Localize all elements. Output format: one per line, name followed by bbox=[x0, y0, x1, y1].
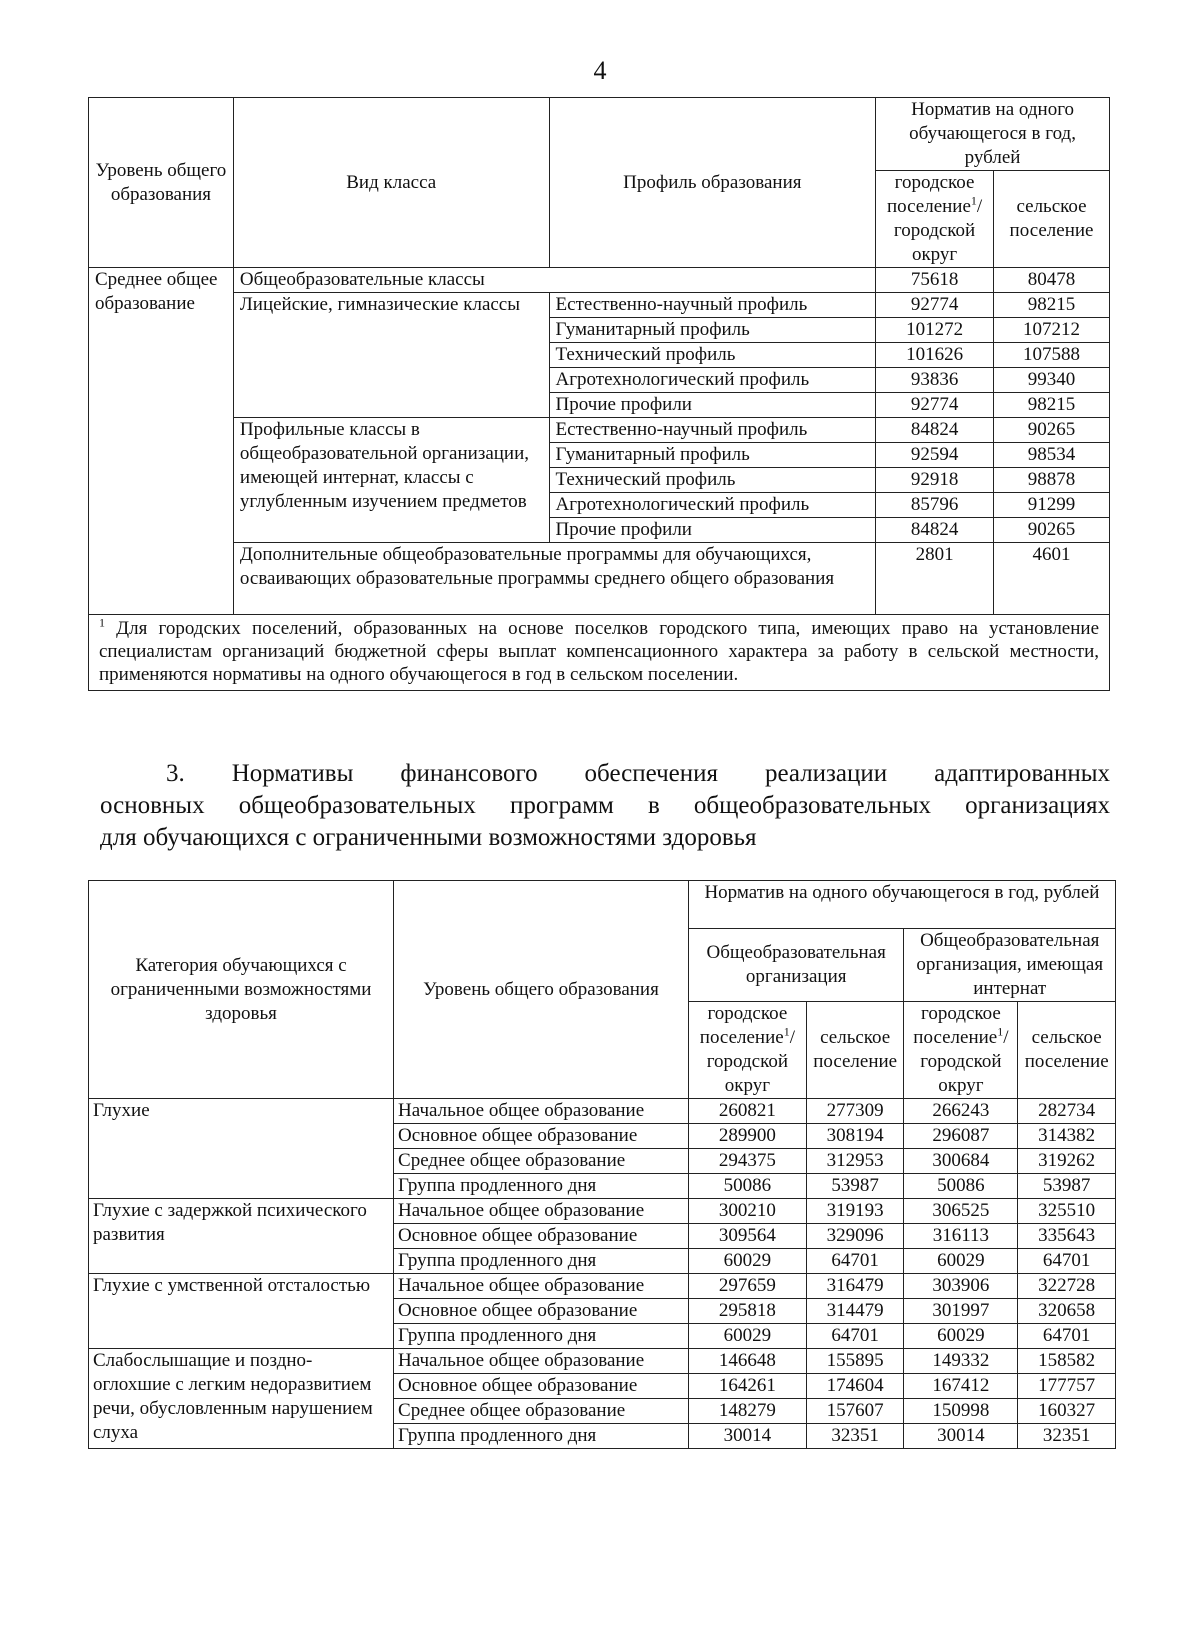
value-cell: 325510 bbox=[1018, 1199, 1116, 1224]
value-cell: 301997 bbox=[904, 1299, 1018, 1324]
profile-cell: Агротехнологический профиль bbox=[549, 493, 876, 518]
value-cell: 329096 bbox=[806, 1224, 904, 1249]
header-level: Уровень общего образования bbox=[394, 881, 689, 1099]
category-cell: Глухие с умственной отсталостью bbox=[89, 1274, 394, 1349]
table-body bbox=[89, 1099, 1116, 1449]
value-cell: 84824 bbox=[876, 518, 994, 543]
value-cell: 322728 bbox=[1018, 1274, 1116, 1299]
value-cell: 320658 bbox=[1018, 1299, 1116, 1324]
value-cell: 107212 bbox=[994, 318, 1110, 343]
profile-cell: Гуманитарный профиль bbox=[549, 443, 876, 468]
value-cell: 92594 bbox=[876, 443, 994, 468]
profile-cell: Агротехнологический профиль bbox=[549, 368, 876, 393]
value-cell: 306525 bbox=[904, 1199, 1018, 1224]
value-cell: 2801 bbox=[876, 543, 994, 615]
table-row bbox=[89, 1349, 1116, 1374]
level-cell: Среднее общее образование bbox=[394, 1399, 689, 1424]
value-cell: 64701 bbox=[1018, 1249, 1116, 1274]
value-cell: 92774 bbox=[876, 393, 994, 418]
table-row bbox=[89, 1099, 1116, 1124]
value-cell: 319193 bbox=[806, 1199, 904, 1224]
secondary-education-norms-table bbox=[88, 97, 1110, 691]
level-cell: Начальное общее образование bbox=[394, 1199, 689, 1224]
profile-cell: Естественно-научный профиль bbox=[549, 293, 876, 318]
header-profile: Профиль образования bbox=[549, 98, 876, 268]
value-cell: 260821 bbox=[688, 1099, 806, 1124]
level-cell: Основное общее образование bbox=[394, 1124, 689, 1149]
header-level: Уровень общего образования bbox=[89, 98, 234, 268]
level-cell: Основное общее образование bbox=[394, 1299, 689, 1324]
value-cell: 149332 bbox=[904, 1349, 1018, 1374]
level-cell: Начальное общее образование bbox=[394, 1099, 689, 1124]
header-urban: городское поселение$^1$/ городской округ bbox=[688, 1002, 806, 1099]
value-cell: 160327 bbox=[1018, 1399, 1116, 1424]
header-norm: Норматив на одного обучающегося в год, рублей bbox=[688, 881, 1115, 929]
value-cell: 150998 bbox=[904, 1399, 1018, 1424]
value-cell: 312953 bbox=[806, 1149, 904, 1174]
header-class-type: Вид класса bbox=[233, 98, 549, 268]
value-cell: 158582 bbox=[1018, 1349, 1116, 1374]
value-cell: 98534 bbox=[994, 443, 1110, 468]
value-cell: 174604 bbox=[806, 1374, 904, 1399]
value-cell: 314382 bbox=[1018, 1124, 1116, 1149]
value-cell: 50086 bbox=[904, 1174, 1018, 1199]
level-cell: Начальное общее образование bbox=[394, 1349, 689, 1374]
value-cell: 277309 bbox=[806, 1099, 904, 1124]
header-category: Категория обучающихся с ограниченными возможностями здоровья bbox=[89, 881, 394, 1099]
profile-cell: Прочие профили bbox=[549, 393, 876, 418]
disabilities-norms-table bbox=[88, 880, 1116, 1449]
value-cell: 92918 bbox=[876, 468, 994, 493]
value-cell: 60029 bbox=[904, 1324, 1018, 1349]
value-cell: 50086 bbox=[688, 1174, 806, 1199]
heading-line: 3. Нормативы финансового обеспечения реализации адаптированных bbox=[166, 760, 1110, 787]
value-cell: 308194 bbox=[806, 1124, 904, 1149]
profile-cell: Естественно-научный профиль bbox=[549, 418, 876, 443]
value-cell: 164261 bbox=[688, 1374, 806, 1399]
value-cell: 297659 bbox=[688, 1274, 806, 1299]
value-cell: 90265 bbox=[994, 518, 1110, 543]
value-cell: 289900 bbox=[688, 1124, 806, 1149]
value-cell: 90265 bbox=[994, 418, 1110, 443]
level-cell: Группа продленного дня bbox=[394, 1249, 689, 1274]
value-cell: 53987 bbox=[806, 1174, 904, 1199]
general-classes-label: Общеобразовательные классы bbox=[233, 268, 875, 293]
header-rural: сельское поселение bbox=[806, 1002, 904, 1099]
value-cell: 30014 bbox=[688, 1424, 806, 1449]
footnote-mark: 1 bbox=[99, 615, 105, 630]
category-cell: Глухие bbox=[89, 1099, 394, 1199]
heading-line: для обучающихся с ограниченными возможностями здоровья bbox=[100, 824, 757, 851]
section-3-heading bbox=[100, 758, 1110, 854]
value-cell: 314479 bbox=[806, 1299, 904, 1324]
value-cell: 84824 bbox=[876, 418, 994, 443]
footnote: $^1$ Для городских поселений, образованных на основе поселков городского типа, имеющих право на установление специалистам организаций бюджетной сферы выплат компенсационного характера за работу в сельской местности, применяются нормативы на одного обучающегося в год в сельском поселении. bbox=[89, 615, 1110, 691]
value-cell: 155895 bbox=[806, 1349, 904, 1374]
value-cell: 60029 bbox=[904, 1249, 1018, 1274]
value-cell: 107588 bbox=[994, 343, 1110, 368]
value-cell: 80478 bbox=[994, 268, 1110, 293]
value-cell: 99340 bbox=[994, 368, 1110, 393]
level-cell: Основное общее образование bbox=[394, 1374, 689, 1399]
value-cell: 101626 bbox=[876, 343, 994, 368]
value-cell: 266243 bbox=[904, 1099, 1018, 1124]
table-row bbox=[89, 1199, 1116, 1224]
value-cell: 300684 bbox=[904, 1149, 1018, 1174]
value-cell: 296087 bbox=[904, 1124, 1018, 1149]
profile-cell: Технический профиль bbox=[549, 468, 876, 493]
value-cell: 4601 bbox=[994, 543, 1110, 615]
value-cell: 53987 bbox=[1018, 1174, 1116, 1199]
profile-cell: Прочие профили bbox=[549, 518, 876, 543]
profile-cell: Технический профиль bbox=[549, 343, 876, 368]
category-cell: Глухие с задержкой психического развития bbox=[89, 1199, 394, 1274]
value-cell: 167412 bbox=[904, 1374, 1018, 1399]
value-cell: 64701 bbox=[806, 1249, 904, 1274]
value-cell: 157607 bbox=[806, 1399, 904, 1424]
value-cell: 316113 bbox=[904, 1224, 1018, 1249]
value-cell: 91299 bbox=[994, 493, 1110, 518]
value-cell: 98215 bbox=[994, 293, 1110, 318]
header-rural: сельское поселение bbox=[1018, 1002, 1116, 1099]
level-cell: Начальное общее образование bbox=[394, 1274, 689, 1299]
header-norm: Норматив на одного обучающегося в год, рублей bbox=[876, 98, 1110, 171]
value-cell: 98215 bbox=[994, 393, 1110, 418]
value-cell: 101272 bbox=[876, 318, 994, 343]
value-cell: 294375 bbox=[688, 1149, 806, 1174]
value-cell: 64701 bbox=[1018, 1324, 1116, 1349]
value-cell: 64701 bbox=[806, 1324, 904, 1349]
level-cell: Группа продленного дня bbox=[394, 1324, 689, 1349]
level-cell: Группа продленного дня bbox=[394, 1174, 689, 1199]
value-cell: 32351 bbox=[806, 1424, 904, 1449]
additional-programs-label: Дополнительные общеобразовательные программы для обучающихся, осваивающих образовательные программы среднего общего образования bbox=[233, 543, 875, 615]
profile-classes-label: Профильные классы в общеобразовательной организации, имеющей интернат, классы с углубленным изучением предметов bbox=[233, 418, 549, 543]
header-org: Общеобразовательная организация bbox=[688, 929, 904, 1002]
header-urban: городское поселение$^1$/ городской округ bbox=[904, 1002, 1018, 1099]
value-cell: 148279 bbox=[688, 1399, 806, 1424]
value-cell: 282734 bbox=[1018, 1099, 1116, 1124]
value-cell: 316479 bbox=[806, 1274, 904, 1299]
value-cell: 92774 bbox=[876, 293, 994, 318]
value-cell: 146648 bbox=[688, 1349, 806, 1374]
value-cell: 295818 bbox=[688, 1299, 806, 1324]
value-cell: 93836 bbox=[876, 368, 994, 393]
value-cell: 300210 bbox=[688, 1199, 806, 1224]
value-cell: 303906 bbox=[904, 1274, 1018, 1299]
value-cell: 177757 bbox=[1018, 1374, 1116, 1399]
level-cell: Среднее общее образование bbox=[394, 1149, 689, 1174]
header-org-internat: Общеобразовательная организация, имеющая интернат bbox=[904, 929, 1116, 1002]
value-cell: 85796 bbox=[876, 493, 994, 518]
value-cell: 30014 bbox=[904, 1424, 1018, 1449]
lyceum-classes-label: Лицейские, гимназические классы bbox=[233, 293, 549, 418]
header-rural: сельское поселение bbox=[994, 171, 1110, 268]
header-urban: городское поселение$^1$/ городской округ bbox=[876, 171, 994, 268]
value-cell: 309564 bbox=[688, 1224, 806, 1249]
value-cell: 32351 bbox=[1018, 1424, 1116, 1449]
value-cell: 335643 bbox=[1018, 1224, 1116, 1249]
level-cell: Среднее общее образование bbox=[89, 268, 234, 615]
profile-cell: Гуманитарный профиль bbox=[549, 318, 876, 343]
category-cell: Слабослышащие и поздно-оглохшие с легким недоразвитием речи, обусловленным нарушением слуха bbox=[89, 1349, 394, 1449]
table-row bbox=[89, 1274, 1116, 1299]
value-cell: 75618 bbox=[876, 268, 994, 293]
page-number: 4 bbox=[593, 56, 607, 85]
value-cell: 60029 bbox=[688, 1249, 806, 1274]
heading-line: основных общеобразовательных программ в общеобразовательных организациях bbox=[100, 792, 1110, 819]
value-cell: 319262 bbox=[1018, 1149, 1116, 1174]
level-cell: Группа продленного дня bbox=[394, 1424, 689, 1449]
value-cell: 98878 bbox=[994, 468, 1110, 493]
level-cell: Основное общее образование bbox=[394, 1224, 689, 1249]
value-cell: 60029 bbox=[688, 1324, 806, 1349]
